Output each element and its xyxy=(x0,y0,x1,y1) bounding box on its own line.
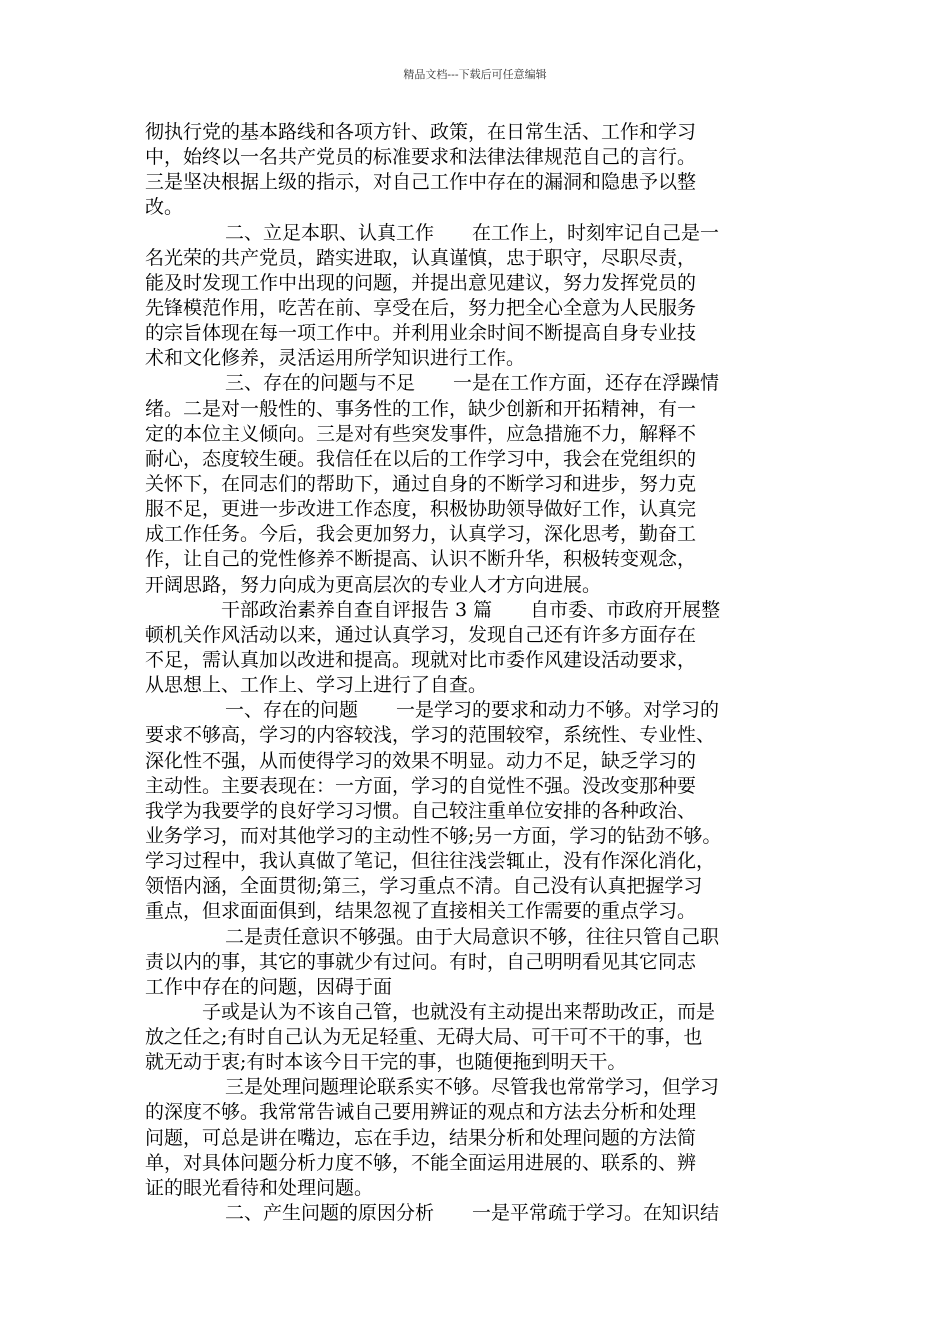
text-line: 单，对具体问题分析力度不够，不能全面运用进展的、联系的、辨 xyxy=(145,1151,697,1174)
text-line: 一、存在的问题 一是学习的要求和动力不够。对学习的 xyxy=(225,699,720,722)
text-line: 作，让自己的党性修养不断提高、认识不断升华，积极转变观念， xyxy=(145,548,697,571)
text-line: 干部政治素养自查自评报告 3 篇 自市委、市政府开展整 xyxy=(221,598,721,621)
text-line: 业务学习，而对其他学习的主动性不够;另一方面，学习的钻劲不够。 xyxy=(145,824,722,847)
text-line: 我学为我要学的良好学习习惯。自己较注重单位安排的各种政治、 xyxy=(145,799,697,822)
text-line: 顿机关作风活动以来，通过认真学习，发现自己还有许多方面存在 xyxy=(145,623,697,646)
page-header: 精品文档---下载后可任意编辑 xyxy=(403,68,547,81)
text-line: 二、产生问题的原因分析 一是平常疏于学习。在知识结 xyxy=(225,1202,720,1225)
text-line: 三是处理问题理论联系实不够。尽管我也常常学习，但学习 xyxy=(225,1076,720,1099)
text-line: 领悟内涵，全面贯彻;第三，学习重点不清。自己没有认真把握学习 xyxy=(145,875,703,898)
text-line: 证的眼光看待和处理问题。 xyxy=(145,1176,374,1199)
text-line: 主动性。主要表现在：一方面，学习的自觉性不强。没改变那种要 xyxy=(145,774,697,797)
text-line: 成工作任务。今后，我会更加努力，认真学习，深化思考，勤奋工 xyxy=(145,523,697,546)
text-line: 名光荣的共产党员，踏实进取，认真谨慎，忠于职守，尽职尽责， xyxy=(145,246,697,269)
text-line: 不足，需认真加以改进和提高。现就对比市委作风建设活动要求， xyxy=(145,648,697,671)
text-line: 定的本位主义倾向。三是对有些突发事件，应急措施不力，解释不 xyxy=(145,422,697,445)
text-line: 就无动于衷;有时本该今日干完的事，也随便拖到明天干。 xyxy=(145,1051,627,1074)
text-line: 改。 xyxy=(145,196,184,219)
text-line: 的深度不够。我常常告诫自己要用辨证的观点和方法去分析和处理 xyxy=(145,1101,697,1124)
text-line: 开阔思路，努力向成为更高层次的专业人才方向进展。 xyxy=(145,573,602,596)
text-line: 能及时发现工作中出现的问题，并提出意见建议，努力发挥党员的 xyxy=(145,271,697,294)
text-line: 耐心，态度较生硬。我信任在以后的工作学习中，我会在党组织的 xyxy=(145,447,697,470)
text-line: 关怀下，在同志们的帮助下，通过自身的不断学习和进步，努力克 xyxy=(145,472,697,495)
text-line: 中，始终以一名共产党员的标准要求和法律法律规范自己的言行。 xyxy=(145,146,697,169)
text-line: 工作中存在的问题，因碍于面 xyxy=(145,975,393,998)
text-line: 三是坚决根据上级的指示，对自己工作中存在的漏洞和隐患予以整 xyxy=(145,171,697,194)
document-body xyxy=(145,120,810,1226)
text-line: 重点，但求面面俱到，结果忽视了直接相关工作需要的重点学习。 xyxy=(145,900,697,923)
text-line: 绪。二是对一般性的、事务性的工作，缺少创新和开拓精神，有一 xyxy=(145,397,697,420)
text-line: 二、立足本职、认真工作 在工作上，时刻牢记自己是一 xyxy=(225,221,720,244)
text-line: 服不足，更进一步改进工作态度，积极协助领导做好工作，认真完 xyxy=(145,498,697,521)
text-line: 术和文化修养，灵活运用所学知识进行工作。 xyxy=(145,347,526,370)
text-line: 要求不够高，学习的内容较浅，学习的范围较窄，系统性、专业性、 xyxy=(145,724,716,747)
text-line: 问题，可总是讲在嘴边，忘在手边，结果分析和处理问题的方法简 xyxy=(145,1126,697,1149)
text-line: 的宗旨体现在每一项工作中。并利用业余时间不断提高自身专业技 xyxy=(145,322,697,345)
text-line: 先锋模范作用，吃苦在前、享受在后，努力把全心全意为人民服务 xyxy=(145,296,697,319)
text-line: 二是责任意识不够强。由于大局意识不够，往往只管自己职 xyxy=(225,925,720,948)
text-line: 彻执行党的基本路线和各项方针、政策，在日常生活、工作和学习 xyxy=(145,121,697,143)
text-line: 学习过程中，我认真做了笔记，但往往浅尝辄止，没有作深化消化， xyxy=(145,850,716,873)
text-line: 从思想上、工作上、学习上进行了自查。 xyxy=(145,674,488,697)
text-line: 放之任之;有时自己认为无足轻重、无碍大局、可干可不干的事，也 xyxy=(145,1026,703,1049)
text-line: 子或是认为不该自己管，也就没有主动提出来帮助改正，而是 xyxy=(202,1000,716,1023)
text-line: 三、存在的问题与不足 一是在工作方面，还存在浮躁情 xyxy=(225,372,720,395)
text-line: 深化性不强，从而使得学习的效果不明显。动力不足，缺乏学习的 xyxy=(145,749,697,772)
text-line: 责以内的事，其它的事就少有过问。有时，自己明明看见其它同志 xyxy=(145,950,697,973)
